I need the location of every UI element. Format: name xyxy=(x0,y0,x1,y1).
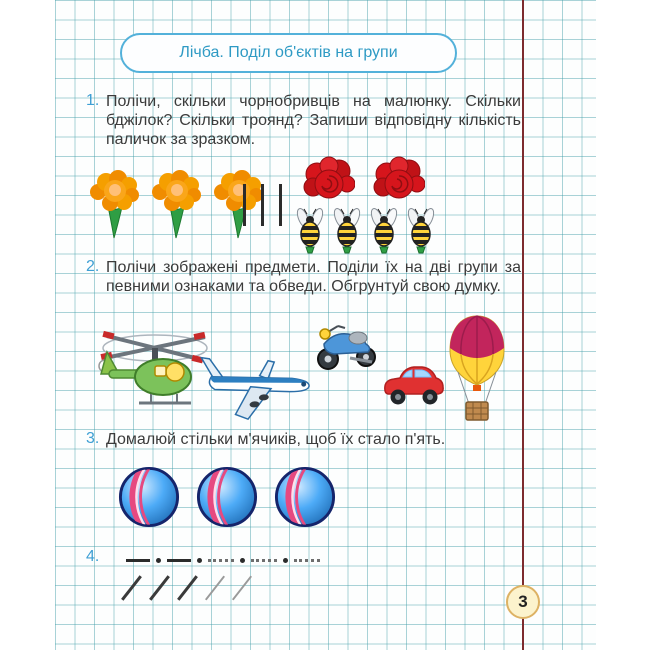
striped-ball-icon xyxy=(196,466,258,528)
marigold-flower-icon xyxy=(88,166,140,240)
task-3-number: 3. xyxy=(86,430,100,447)
striped-ball-icon xyxy=(118,466,180,528)
tally-marks-sample xyxy=(243,184,282,226)
slash-mark xyxy=(177,575,198,600)
lesson-title: Лічба. Поділ об'єктів на групи xyxy=(179,44,398,61)
dot-mark xyxy=(240,558,245,563)
bee-icon xyxy=(293,206,327,254)
rose-group xyxy=(303,156,425,204)
rose-flower-icon xyxy=(303,156,355,204)
tally-mark xyxy=(243,184,246,226)
bee-icon xyxy=(367,206,401,254)
dash-mark xyxy=(167,559,191,562)
dot-mark xyxy=(156,558,161,563)
task-3-text: Домалюй стільки м'ячиків, щоб їх стало п'ять. xyxy=(106,431,446,448)
rose-flower-icon xyxy=(373,156,425,204)
dotted-dash-mark xyxy=(251,559,277,562)
airplane-icon xyxy=(200,338,315,423)
slash-mark xyxy=(149,575,170,600)
bee-icon xyxy=(404,206,438,254)
car-icon xyxy=(382,360,446,410)
striped-ball-icon xyxy=(274,466,336,528)
task-1-illustrations xyxy=(88,156,528,256)
task-2-illustrations xyxy=(88,312,528,430)
hot-air-balloon-icon xyxy=(446,314,508,426)
page-number-badge xyxy=(506,585,540,619)
task-2-text: Полічи зображені предмети. Поділи їх на дві групи за певними ознаками та обведи. Обгрунтуй свою думку. xyxy=(106,259,521,295)
slash-tracing-pattern xyxy=(130,572,243,604)
dot-mark xyxy=(283,558,288,563)
ball-group xyxy=(118,466,336,528)
task-1-text: Полічи, скільки чорнобривців на малюнку. Скільки бджілок? Скільки троянд? Запиши відповідну кількість паличок за зразком. xyxy=(106,93,521,148)
task-1-number: 1. xyxy=(86,92,100,109)
task-4-number: 4. xyxy=(86,548,100,565)
dotted-dash-mark xyxy=(294,559,320,562)
dash-mark xyxy=(126,559,150,562)
dash-dot-tracing-pattern xyxy=(126,556,320,564)
dot-mark xyxy=(197,558,202,563)
bee-group xyxy=(293,206,438,254)
tally-mark xyxy=(261,184,264,226)
task-2 xyxy=(86,258,526,296)
task-3 xyxy=(86,430,526,449)
lesson-title-banner xyxy=(120,33,457,73)
bee-icon xyxy=(330,206,364,254)
marigold-flower-icon xyxy=(150,166,202,240)
task-1 xyxy=(86,92,526,149)
task-2-number: 2. xyxy=(86,258,100,275)
dotted-dash-mark xyxy=(208,559,234,562)
slash-mark-faded xyxy=(205,576,225,601)
motorcycle-icon xyxy=(314,314,380,372)
helicopter-icon xyxy=(93,322,213,414)
tally-mark xyxy=(279,184,282,226)
marigold-group xyxy=(88,166,264,240)
page-number: 3 xyxy=(518,592,528,611)
